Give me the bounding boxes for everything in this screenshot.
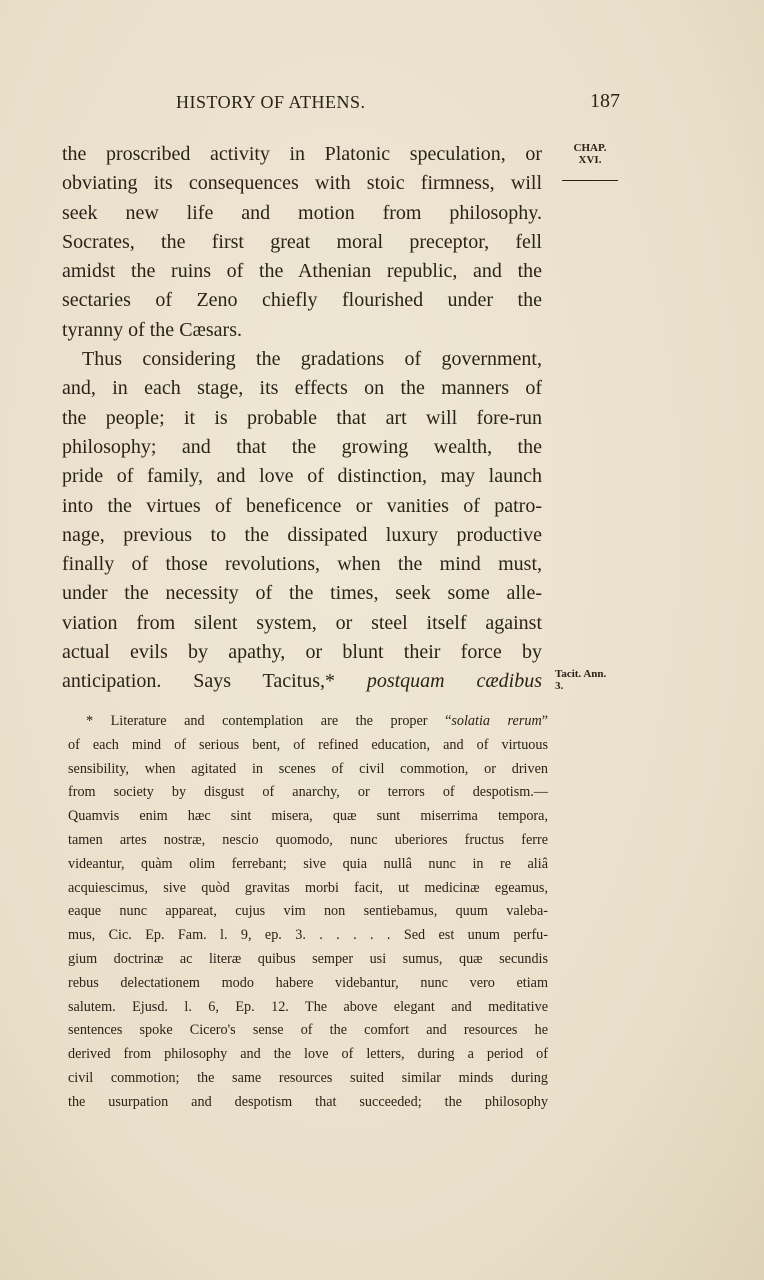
footnote-line: rebus delectationem modo habere videbantur, nunc vero etiam — [68, 974, 548, 991]
footnote-line: videantur, quàm olim ferrebant; sive quia nullâ nunc in re aliâ — [68, 855, 548, 872]
body-line: the proscribed activity in Platonic speculation, or — [62, 143, 542, 165]
footnote — [68, 710, 548, 1115]
latin-quote: postquam cædibus — [366, 670, 543, 693]
body-line: viation from silent system, or steel itself against — [62, 611, 542, 634]
footnote-line: sensibility, when agitated in scenes of civil commotion, or driven — [68, 760, 548, 777]
footnote-close-quote: ” — [541, 713, 548, 729]
chapter-margin-note — [560, 142, 620, 181]
chapter-number: XVI. — [578, 154, 602, 166]
body-line: Thus considering the gradations of government, — [82, 348, 542, 371]
footnote-line: eaque nunc appareat, cujus vim non sentiebamus, quum valeba- — [68, 903, 548, 920]
body-line: and, in each stage, its effects on the manners of — [62, 377, 542, 400]
footnote-line: tamen artes nostræ, nescio quomodo, nunc uberiores fructus ferre — [68, 831, 548, 848]
body-line: amidst the ruins of the Athenian republic, and the — [62, 260, 542, 283]
footnote-line: acquiescimus, sive quòd gravitas morbi facit, ut medicinæ egeamus, — [68, 879, 548, 896]
page-number: 187 — [590, 90, 620, 112]
body-line: tyranny of the Cæsars. — [62, 318, 242, 341]
body-line: finally of those revolutions, when the mind must, — [62, 553, 542, 576]
body-line: obviating its consequences with stoic firmness, will — [62, 172, 542, 195]
footnote-line: mus, Cic. Ep. Fam. l. 9, ep. 3. . . . . . Sed est unum perfu- — [68, 927, 548, 944]
body-line: nage, previous to the dissipated luxury productive — [62, 523, 542, 546]
chapter-rule — [562, 180, 618, 181]
footnote-line: Quamvis enim hæc sint misera, quæ sunt miserrima tempora, — [68, 808, 548, 825]
body-line: under the necessity of the times, seek some alle- — [62, 582, 542, 605]
body-line: philosophy; and that the growing wealth, the — [62, 435, 542, 458]
footnote-line: gium doctrinæ ac literæ quibus semper usi sumus, quæ secundis — [68, 950, 548, 967]
footnote-first-line — [68, 710, 548, 734]
body-line: into the virtues of beneficence or vanities of patro- — [62, 494, 542, 517]
body-last-line — [62, 667, 542, 696]
footnote-line: sentences spoke Cicero's sense of the comfort and resources he — [68, 1022, 548, 1039]
footnote-line: derived from philosophy and the love of letters, during a period of — [68, 1046, 548, 1063]
citation-source: Tacit. Ann. — [555, 668, 607, 680]
body-line: actual evils by apathy, or blunt their force by — [62, 641, 542, 664]
body-line: pride of family, and love of distinction, may launch — [62, 465, 542, 488]
footnote-line: from society by disgust of anarchy, or terrors of despotism.— — [68, 784, 548, 801]
chapter-label: CHAP. — [573, 142, 607, 154]
body-line: Socrates, the first great moral preceptor, fell — [62, 230, 542, 253]
footnote-latin-term: solatia rerum — [451, 713, 542, 729]
footnote-line: of each mind of serious bent, of refined education, and of virtuous — [68, 736, 548, 753]
body-line: sectaries of Zeno chiefly flourished under the — [62, 289, 542, 312]
footnote-line: salutem. Ejusd. l. 6, Ep. 12. The above elegant and meditative — [68, 998, 548, 1015]
body-line: seek new life and motion from philosophy. — [62, 201, 542, 224]
body-line: the people; it is probable that art will fore-run — [62, 406, 542, 429]
citation-margin-note — [555, 668, 606, 692]
body-text — [62, 140, 542, 697]
footnote-intro: * Literature and contemplation are the proper “ — [86, 713, 452, 729]
body-last-line-text: anticipation. Says Tacitus,* — [62, 670, 335, 693]
running-title: HISTORY OF ATHENS. — [176, 92, 366, 112]
citation-number: 3. — [555, 680, 564, 692]
footnote-line: civil commotion; the same resources suited similar minds during — [68, 1069, 548, 1086]
footnote-line: the usurpation and despotism that succeeded; the philosophy — [68, 1093, 548, 1110]
